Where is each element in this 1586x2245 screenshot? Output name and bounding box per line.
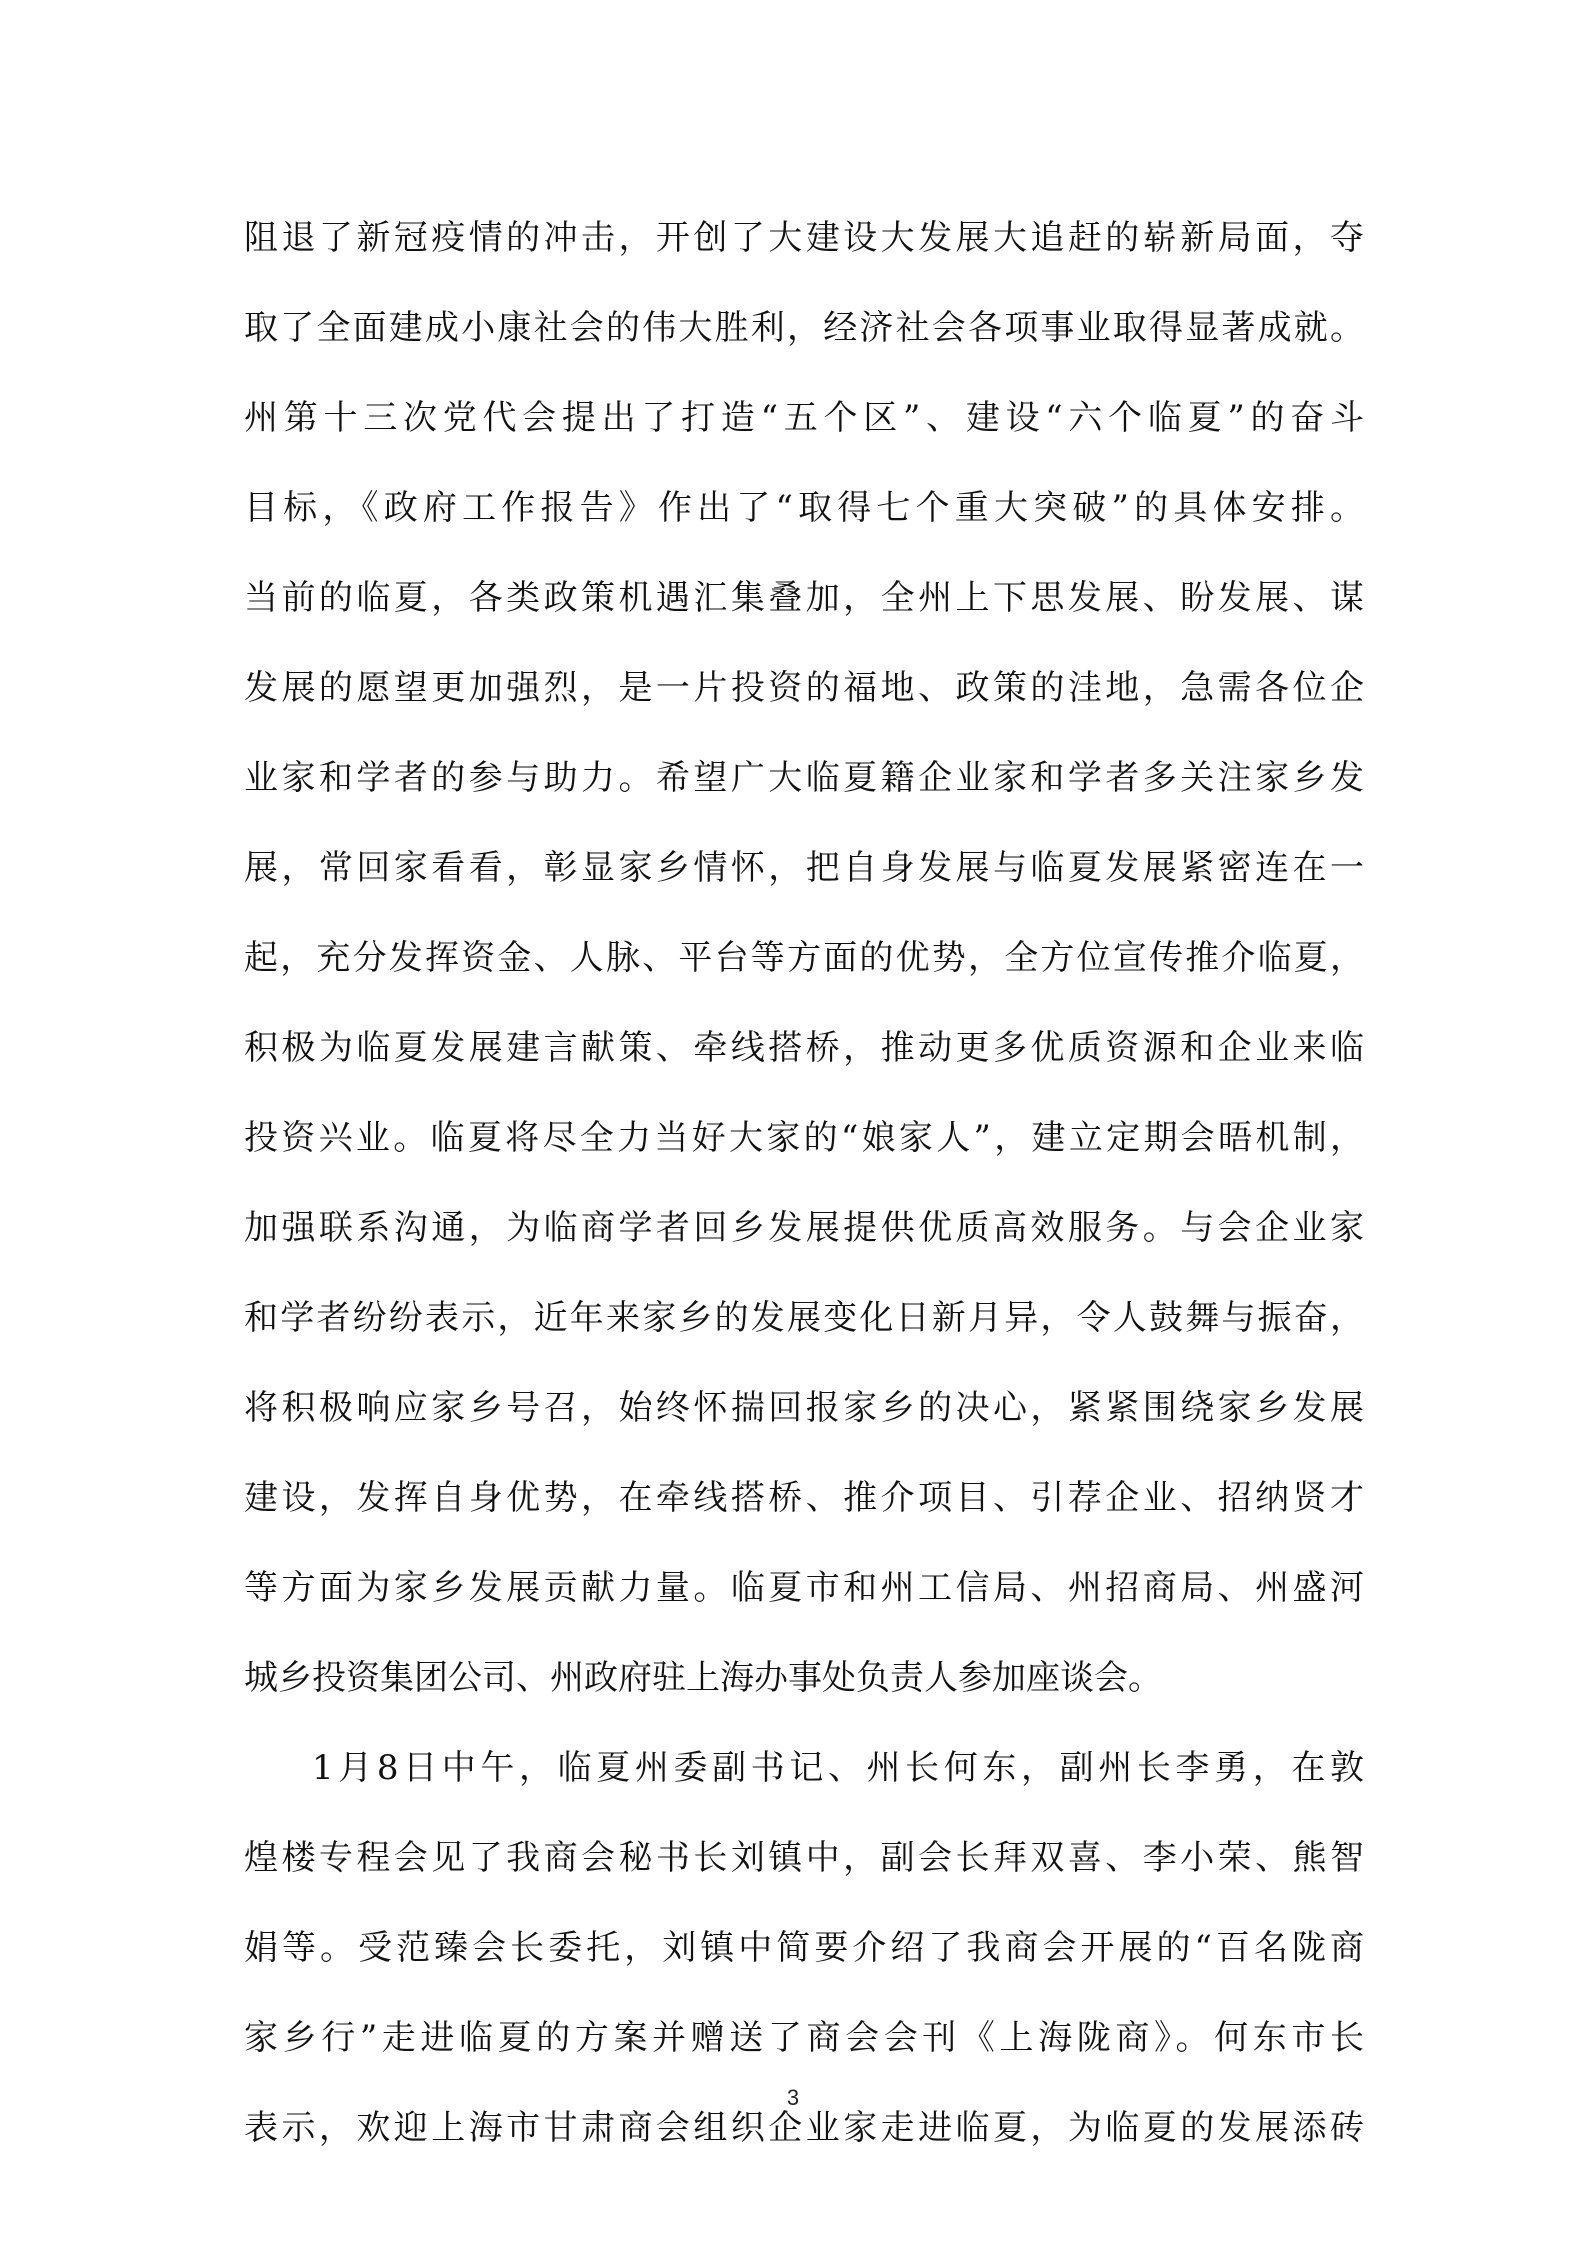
text-line: 表示，欢迎上海市甘肃商会组织企业家走进临夏，为临夏的发展添砖 xyxy=(244,2108,1364,2148)
text-line: 积极为临夏发展建言献策、牵线搭桥，推动更多优质资源和企业来临 xyxy=(244,1028,1364,1068)
text-line: 娟等。受范臻会长委托，刘镇中简要介绍了我商会开展的“百名陇商 xyxy=(244,1928,1364,1968)
paragraph-start-line: 1月8日中午，临夏州委副书记、州长何东，副州长李勇，在敦 xyxy=(312,1748,1364,1788)
text-line: 发展的愿望更加强烈，是一片投资的福地、政策的洼地，急需各位企 xyxy=(244,668,1364,708)
text-line: 州第十三次党代会提出了打造“五个区”、建设“六个临夏”的奋斗 xyxy=(244,398,1364,438)
text-line: 家乡行”走进临夏的方案并赠送了商会会刊《上海陇商》。何东市长 xyxy=(244,2018,1364,2058)
text-line: 加强联系沟通，为临商学者回乡发展提供优质高效服务。与会企业家 xyxy=(244,1208,1364,1248)
text-line: 煌楼专程会见了我商会秘书长刘镇中，副会长拜双喜、李小荣、熊智 xyxy=(244,1838,1364,1878)
text-line: 当前的临夏，各类政策机遇汇集叠加，全州上下思发展、盼发展、谋 xyxy=(244,578,1364,618)
text-line: 起，充分发挥资金、人脉、平台等方面的优势，全方位宣传推介临夏， xyxy=(244,938,1364,978)
text-line: 取了全面建成小康社会的伟大胜利，经济社会各项事业取得显著成就。 xyxy=(244,308,1364,348)
text-line: 将积极响应家乡号召，始终怀揣回报家乡的决心，紧紧围绕家乡发展 xyxy=(244,1388,1364,1428)
text-line: 建设，发挥自身优势，在牵线搭桥、推介项目、引荐企业、招纳贤才 xyxy=(244,1478,1364,1518)
body-text xyxy=(244,193,1364,2173)
text-line: 和学者纷纷表示，近年来家乡的发展变化日新月异，令人鼓舞与振奋， xyxy=(244,1298,1364,1338)
page-number: 3 xyxy=(786,2085,800,2110)
text-line: 阻退了新冠疫情的冲击，开创了大建设大发展大追赶的崭新局面，夺 xyxy=(244,218,1364,258)
paragraph-end-line: 城乡投资集团公司、州政府驻上海办事处负责人参加座谈会。 xyxy=(244,1658,1162,1698)
text-line: 投资兴业。临夏将尽全力当好大家的“娘家人”，建立定期会晤机制， xyxy=(244,1118,1364,1158)
text-line: 等方面为家乡发展贡献力量。临夏市和州工信局、州招商局、州盛河 xyxy=(244,1568,1364,1608)
text-line: 目标，《政府工作报告》作出了“取得七个重大突破”的具体安排。 xyxy=(244,488,1364,528)
text-line: 业家和学者的参与助力。希望广大临夏籍企业家和学者多关注家乡发 xyxy=(244,758,1364,798)
text-line: 展，常回家看看，彰显家乡情怀，把自身发展与临夏发展紧密连在一 xyxy=(244,848,1364,888)
